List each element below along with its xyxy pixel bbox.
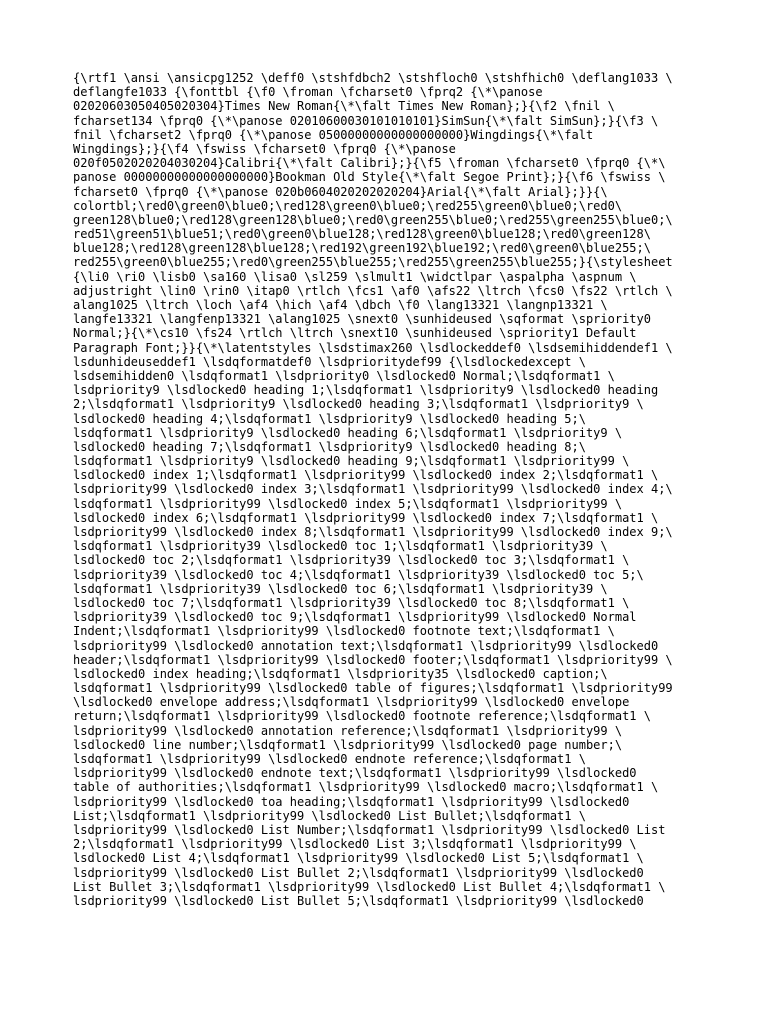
text-line: lsdpriority39 \lsdlocked0 toc 4;\lsdqformat1 \lsdpriority39 \lsdlocked0 toc 5;\ bbox=[73, 567, 644, 582]
text-line: lsdpriority99 \lsdlocked0 List Number;\lsdqformat1 \lsdpriority99 \lsdlocked0 List bbox=[73, 822, 666, 837]
text-line: fnil \fcharset2 \fprq0 {\*\panose 05000000000000000000}Wingdings{\*\falt bbox=[73, 127, 594, 142]
text-line: Indent;\lsdqformat1 \lsdpriority99 \lsdlocked0 footnote text;\lsdqformat1 \ bbox=[73, 624, 615, 639]
text-line: lsdlocked0 index 1;\lsdqformat1 \lsdpriority99 \lsdlocked0 index 2;\lsdqformat1 \ bbox=[73, 468, 659, 483]
text-line: lsdlocked0 toc 7;\lsdqformat1 \lsdpriority39 \lsdlocked0 toc 8;\lsdqformat1 \ bbox=[73, 595, 630, 610]
text-line: lsdpriority99 \lsdlocked0 index 3;\lsdqformat1 \lsdpriority99 \lsdlocked0 index 4;\ bbox=[73, 482, 673, 497]
rtf-source-text bbox=[73, 71, 713, 908]
text-line: {\li0 \ri0 \lisb0 \sa160 \lisa0 \sl259 \slmult1 \widctlpar \aspalpha \aspnum \ bbox=[73, 269, 637, 284]
text-line: lsdlocked0 List 4;\lsdqformat1 \lsdpriority99 \lsdlocked0 List 5;\lsdqformat1 \ bbox=[73, 851, 644, 866]
text-line: 2;\lsdqformat1 \lsdpriority9 \lsdlocked0 heading 3;\lsdqformat1 \lsdpriority9 \ bbox=[73, 397, 644, 412]
text-line: lsdpriority39 \lsdlocked0 toc 9;\lsdqformat1 \lsdpriority99 \lsdlocked0 Normal bbox=[73, 610, 637, 625]
text-line: lsdqformat1 \lsdpriority99 \lsdlocked0 index 5;\lsdqformat1 \lsdpriority99 \ bbox=[73, 496, 623, 511]
text-line: green128\blue0;\red128\green128\blue0;\red0\green255\blue0;\red255\green255\blue0;\ bbox=[73, 212, 673, 227]
text-line: List Bullet 3;\lsdqformat1 \lsdpriority99 \lsdlocked0 List Bullet 4;\lsdqformat1 \ bbox=[73, 879, 666, 894]
text-line: return;\lsdqformat1 \lsdpriority99 \lsdlocked0 footnote reference;\lsdqformat1 \ bbox=[73, 709, 651, 724]
text-line: 020f0502020204030204}Calibri{\*\falt Calibri};}{\f5 \froman \fcharset0 \fprq0 {\*\ bbox=[73, 156, 666, 171]
text-line: lsdpriority99 \lsdlocked0 annotation reference;\lsdqformat1 \lsdpriority99 \ bbox=[73, 723, 623, 738]
text-line: lsdpriority99 \lsdlocked0 List Bullet 5;\lsdqformat1 \lsdpriority99 \lsdlocked0 bbox=[73, 893, 644, 908]
text-line: lsdlocked0 line number;\lsdqformat1 \lsdpriority99 \lsdlocked0 page number;\ bbox=[73, 737, 623, 752]
text-line: header;\lsdqformat1 \lsdpriority99 \lsdlocked0 footer;\lsdqformat1 \lsdpriority99 \ bbox=[73, 652, 673, 667]
text-line: lsdsemihidden0 \lsdqformat1 \lsdpriority0 \lsdlocked0 Normal;\lsdqformat1 \ bbox=[73, 368, 615, 383]
text-line: lsdqformat1 \lsdpriority39 \lsdlocked0 toc 1;\lsdqformat1 \lsdpriority39 \ bbox=[73, 539, 608, 554]
text-line: List;\lsdqformat1 \lsdpriority99 \lsdlocked0 List Bullet;\lsdqformat1 \ bbox=[73, 808, 586, 823]
text-line: lsdlocked0 toc 2;\lsdqformat1 \lsdpriority39 \lsdlocked0 toc 3;\lsdqformat1 \ bbox=[73, 553, 630, 568]
text-line: lsdunhideuseddef1 \lsdqformatdef0 \lsdprioritydef99 {\lsdlockedexcept \ bbox=[73, 354, 586, 369]
text-line: 02020603050405020304}Times New Roman{\*\falt Times New Roman};}{\f2 \fnil \ bbox=[73, 99, 615, 114]
text-line: lsdpriority99 \lsdlocked0 index 8;\lsdqformat1 \lsdpriority99 \lsdlocked0 index 9;\ bbox=[73, 525, 673, 539]
text-line: lsdqformat1 \lsdpriority9 \lsdlocked0 heading 9;\lsdqformat1 \lsdpriority99 \ bbox=[73, 454, 630, 469]
text-line: lsdlocked0 heading 4;\lsdqformat1 \lsdpriority9 \lsdlocked0 heading 5;\ bbox=[73, 411, 586, 426]
text-line: panose 00000000000000000000}Bookman Old Style{\*\falt Segoe Print};}{\f6 \fswiss \ bbox=[73, 170, 666, 185]
text-line: alang1025 \ltrch \loch \af4 \hich \af4 \dbch \f0 \lang13321 \langnp13321 \ bbox=[73, 298, 608, 312]
text-line: adjustright \lin0 \rin0 \itap0 \rtlch \fcs1 \af0 \afs22 \ltrch \fcs0 \fs22 \rtlch \ bbox=[73, 283, 673, 298]
text-line: table of authorities;\lsdqformat1 \lsdpriority99 \lsdlocked0 macro;\lsdqformat1 \ bbox=[73, 780, 659, 795]
text-line: lsdpriority9 \lsdlocked0 heading 1;\lsdqformat1 \lsdpriority9 \lsdlocked0 heading bbox=[73, 383, 659, 398]
text-line: colortbl;\red0\green0\blue0;\red128\green0\blue0;\red255\green0\blue0;\red0\ bbox=[73, 198, 623, 213]
text-line: lsdqformat1 \lsdpriority99 \lsdlocked0 table of figures;\lsdqformat1 \lsdpriority99 bbox=[73, 681, 673, 696]
text-line: blue128;\red128\green128\blue128;\red192\green192\blue192;\red0\green0\blue255;\ bbox=[73, 241, 651, 256]
text-line: lsdpriority99 \lsdlocked0 endnote text;\lsdqformat1 \lsdpriority99 \lsdlocked0 bbox=[73, 766, 637, 781]
text-line: {\rtf1 \ansi \ansicpg1252 \deff0 \stshfdbch2 \stshfloch0 \stshfhich0 \deflang1033 \ bbox=[73, 71, 673, 85]
text-line: lsdqformat1 \lsdpriority39 \lsdlocked0 toc 6;\lsdqformat1 \lsdpriority39 \ bbox=[73, 581, 608, 596]
text-line: fcharset0 \fprq0 {\*\panose 020b0604020202020204}Arial{\*\falt Arial};}}{\ bbox=[73, 184, 608, 199]
text-line: Paragraph Font;}}{\*\latentstyles \lsdstimax260 \lsdlockeddef0 \lsdsemihiddendef1 \ bbox=[73, 340, 673, 355]
text-line: langfe13321 \langfenp13321 \alang1025 \snext0 \sunhideused \sqformat \spriority0 bbox=[73, 312, 651, 327]
text-line: lsdqformat1 \lsdpriority9 \lsdlocked0 heading 6;\lsdqformat1 \lsdpriority9 \ bbox=[73, 425, 623, 440]
text-line: lsdlocked0 index heading;\lsdqformat1 \lsdpriority35 \lsdlocked0 caption;\ bbox=[73, 666, 608, 681]
text-line: deflangfe1033 {\fonttbl {\f0 \froman \fcharset0 \fprq2 {\*\panose bbox=[73, 85, 543, 100]
text-line: fcharset134 \fprq0 {\*\panose 02010600030101010101}SimSun{\*\falt SimSun};}{\f3 \ bbox=[73, 113, 659, 128]
text-line: Wingdings};}{\f4 \fswiss \fcharset0 \fprq0 {\*\panose bbox=[73, 141, 456, 156]
text-line: \lsdlocked0 envelope address;\lsdqformat1 \lsdpriority99 \lsdlocked0 envelope bbox=[73, 695, 630, 710]
text-line: lsdlocked0 index 6;\lsdqformat1 \lsdpriority99 \lsdlocked0 index 7;\lsdqformat1 \ bbox=[73, 510, 659, 525]
text-line: Normal;}{\*\cs10 \fs24 \rtlch \ltrch \snext10 \sunhideused \spriority1 Default bbox=[73, 326, 637, 341]
text-line: lsdpriority99 \lsdlocked0 annotation text;\lsdqformat1 \lsdpriority99 \lsdlocked0 bbox=[73, 638, 659, 653]
text-line: 2;\lsdqformat1 \lsdpriority99 \lsdlocked0 List 3;\lsdqformat1 \lsdpriority99 \ bbox=[73, 837, 637, 852]
text-line: lsdqformat1 \lsdpriority99 \lsdlocked0 endnote reference;\lsdqformat1 \ bbox=[73, 752, 586, 766]
text-line: lsdpriority99 \lsdlocked0 List Bullet 2;\lsdqformat1 \lsdpriority99 \lsdlocked0 bbox=[73, 865, 644, 880]
text-line: red255\green0\blue255;\red0\green255\blue255;\red255\green255\blue255;}{\stylesheet bbox=[73, 255, 673, 270]
text-line: red51\green51\blue51;\red0\green0\blue128;\red128\green0\blue128;\red0\green128\ bbox=[73, 227, 651, 242]
text-line: lsdlocked0 heading 7;\lsdqformat1 \lsdpriority9 \lsdlocked0 heading 8;\ bbox=[73, 439, 586, 454]
text-line: lsdpriority99 \lsdlocked0 toa heading;\lsdqformat1 \lsdpriority99 \lsdlocked0 bbox=[73, 794, 630, 809]
